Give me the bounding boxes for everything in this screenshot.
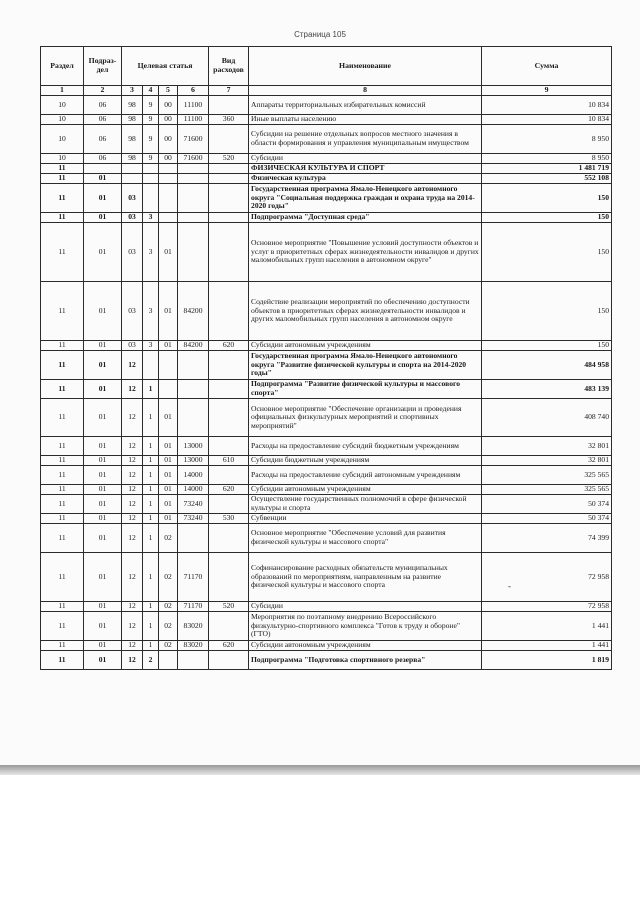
podrazdel-cell: 01 xyxy=(84,612,122,641)
header-podrazdel: Подраз-дел xyxy=(84,47,122,86)
podrazdel-cell: 01 xyxy=(84,524,122,553)
expense-type-cell xyxy=(209,125,249,154)
expense-type-cell: 610 xyxy=(209,456,249,466)
name-cell: Подпрограмма "Развитие физической культуры и массового спорта" xyxy=(249,380,482,399)
column-number: 2 xyxy=(84,86,122,96)
name-cell: Подпрограмма "Доступная среда" xyxy=(249,213,482,223)
table-row xyxy=(41,154,612,164)
subprogram-cell: 1 xyxy=(143,514,159,524)
expense-type-cell: 620 xyxy=(209,341,249,351)
name-cell: Мероприятия по поэтапному внедрению Всероссийского физкультурно-спортивного комплекса "Готов к труду и обороне" (ГТО) xyxy=(249,612,482,641)
sum-cell: 74 399 xyxy=(482,524,612,553)
razdel-cell: 11 xyxy=(41,174,84,184)
subprogram-cell xyxy=(143,184,159,213)
direction-cell xyxy=(178,213,209,223)
podrazdel-cell: 06 xyxy=(84,125,122,154)
table-row xyxy=(41,282,612,341)
expense-type-cell xyxy=(209,524,249,553)
table-row xyxy=(41,351,612,380)
name-cell: Осуществление государственных полномочий в сфере физической культуры и спорта xyxy=(249,495,482,514)
podrazdel-cell xyxy=(84,164,122,174)
program-cell: 12 xyxy=(122,456,143,466)
table-row xyxy=(41,380,612,399)
razdel-cell: 11 xyxy=(41,514,84,524)
event-cell: 02 xyxy=(159,602,178,612)
subprogram-cell: 1 xyxy=(143,485,159,495)
sum-cell: 1 481 719 xyxy=(482,164,612,174)
name-cell: Расходы на предоставление субсидий бюджетным учреждениям xyxy=(249,437,482,456)
table-row xyxy=(41,125,612,154)
table-row xyxy=(41,341,612,351)
name-cell: Основное мероприятие "Обеспечение организации и проведения официальных физкультурных мероприятий и спортивных мероприятий" xyxy=(249,399,482,437)
stray-mark: - xyxy=(508,581,511,591)
sum-cell: 10 834 xyxy=(482,115,612,125)
expense-type-cell xyxy=(209,437,249,456)
sum-cell: 150 xyxy=(482,341,612,351)
name-cell: Расходы на предоставление субсидий автономным учреждениям xyxy=(249,466,482,485)
direction-cell xyxy=(178,651,209,670)
podrazdel-cell: 01 xyxy=(84,437,122,456)
column-number: 4 xyxy=(143,86,159,96)
razdel-cell: 11 xyxy=(41,456,84,466)
expense-type-cell xyxy=(209,96,249,115)
event-cell: 00 xyxy=(159,154,178,164)
program-cell: 12 xyxy=(122,351,143,380)
subprogram-cell: 1 xyxy=(143,466,159,485)
sum-cell: 50 374 xyxy=(482,495,612,514)
table-row xyxy=(41,514,612,524)
expense-type-cell: 360 xyxy=(209,115,249,125)
name-cell: Софинансирование расходных обязательств муниципальных образований по мероприятиям, направленным на развитие физической культуры и массового спорта xyxy=(249,553,482,602)
event-cell: 01 xyxy=(159,514,178,524)
table-row xyxy=(41,174,612,184)
program-cell: 12 xyxy=(122,380,143,399)
razdel-cell: 11 xyxy=(41,399,84,437)
expense-type-cell: 620 xyxy=(209,485,249,495)
subprogram-cell: 3 xyxy=(143,341,159,351)
podrazdel-cell: 06 xyxy=(84,115,122,125)
program-cell: 98 xyxy=(122,154,143,164)
page-number: Страница 105 xyxy=(294,30,346,39)
direction-cell xyxy=(178,380,209,399)
expense-type-cell xyxy=(209,223,249,282)
podrazdel-cell: 01 xyxy=(84,341,122,351)
direction-cell: 83020 xyxy=(178,612,209,641)
podrazdel-cell: 06 xyxy=(84,96,122,115)
podrazdel-cell: 01 xyxy=(84,174,122,184)
subprogram-cell: 9 xyxy=(143,115,159,125)
direction-cell: 14000 xyxy=(178,485,209,495)
name-cell: Подпрограмма "Подготовка спортивного резерва" xyxy=(249,651,482,670)
razdel-cell: 11 xyxy=(41,495,84,514)
podrazdel-cell: 01 xyxy=(84,282,122,341)
event-cell: 01 xyxy=(159,223,178,282)
direction-cell: 73240 xyxy=(178,495,209,514)
subprogram-cell: 3 xyxy=(143,282,159,341)
subprogram-cell xyxy=(143,164,159,174)
expense-type-cell: 620 xyxy=(209,641,249,651)
event-cell xyxy=(159,380,178,399)
podrazdel-cell: 01 xyxy=(84,641,122,651)
header-row xyxy=(41,47,612,86)
header-vid-raskhodov: Вид расходов xyxy=(209,47,249,86)
sum-cell: 32 801 xyxy=(482,456,612,466)
expense-type-cell xyxy=(209,612,249,641)
subprogram-cell: 1 xyxy=(143,553,159,602)
table-row xyxy=(41,651,612,670)
event-cell: 01 xyxy=(159,466,178,485)
header-celevaya-statya: Целевая статья xyxy=(122,47,209,86)
podrazdel-cell: 01 xyxy=(84,485,122,495)
expense-type-cell xyxy=(209,351,249,380)
sum-cell: 150 xyxy=(482,282,612,341)
event-cell: 02 xyxy=(159,553,178,602)
event-cell: 01 xyxy=(159,341,178,351)
program-cell: 98 xyxy=(122,125,143,154)
subprogram-cell: 2 xyxy=(143,651,159,670)
name-cell: Государственная программа Ямало-Ненецкого автономного округа "Социальная поддержка граждан и охрана труда на 2014-2020 годы" xyxy=(249,184,482,213)
event-cell: 02 xyxy=(159,641,178,651)
name-cell: Субсидии автономным учреждениям xyxy=(249,485,482,495)
razdel-cell: 11 xyxy=(41,213,84,223)
sum-cell: 1 441 xyxy=(482,641,612,651)
direction-cell xyxy=(178,164,209,174)
expense-type-cell: 530 xyxy=(209,514,249,524)
program-cell: 12 xyxy=(122,495,143,514)
podrazdel-cell: 01 xyxy=(84,495,122,514)
program-cell xyxy=(122,174,143,184)
direction-cell: 84200 xyxy=(178,282,209,341)
program-cell: 12 xyxy=(122,437,143,456)
table-row xyxy=(41,524,612,553)
direction-cell xyxy=(178,174,209,184)
razdel-cell: 10 xyxy=(41,115,84,125)
program-cell: 12 xyxy=(122,602,143,612)
expense-type-cell xyxy=(209,282,249,341)
razdel-cell: 10 xyxy=(41,96,84,115)
direction-cell: 71600 xyxy=(178,125,209,154)
razdel-cell: 10 xyxy=(41,154,84,164)
subprogram-cell: 1 xyxy=(143,495,159,514)
program-cell: 12 xyxy=(122,514,143,524)
expense-type-cell xyxy=(209,651,249,670)
razdel-cell: 11 xyxy=(41,466,84,485)
program-cell xyxy=(122,164,143,174)
program-cell: 12 xyxy=(122,651,143,670)
sum-cell: 8 950 xyxy=(482,125,612,154)
event-cell: 02 xyxy=(159,612,178,641)
name-cell: Субвенции xyxy=(249,514,482,524)
direction-cell xyxy=(178,351,209,380)
razdel-cell: 11 xyxy=(41,184,84,213)
direction-cell: 11100 xyxy=(178,96,209,115)
podrazdel-cell: 01 xyxy=(84,466,122,485)
razdel-cell: 11 xyxy=(41,485,84,495)
razdel-cell: 10 xyxy=(41,125,84,154)
direction-cell: 71600 xyxy=(178,154,209,164)
expense-type-cell: 520 xyxy=(209,602,249,612)
name-cell: Государственная программа Ямало-Ненецкого автономного округа "Развитие физической культуры и спорта на 2014-2020 годы" xyxy=(249,351,482,380)
table-row xyxy=(41,223,612,282)
event-cell xyxy=(159,174,178,184)
podrazdel-cell: 06 xyxy=(84,154,122,164)
program-cell: 12 xyxy=(122,612,143,641)
event-cell xyxy=(159,651,178,670)
subprogram-cell: 3 xyxy=(143,213,159,223)
scan-edge xyxy=(0,765,640,775)
sum-cell: 72 958 xyxy=(482,553,612,602)
column-number: 5 xyxy=(159,86,178,96)
table-row xyxy=(41,495,612,514)
subprogram-cell: 1 xyxy=(143,602,159,612)
expense-type-cell xyxy=(209,164,249,174)
podrazdel-cell: 01 xyxy=(84,553,122,602)
razdel-cell: 11 xyxy=(41,380,84,399)
subprogram-cell: 1 xyxy=(143,399,159,437)
sum-cell: 150 xyxy=(482,213,612,223)
name-cell: Основное мероприятие "Обеспечение условий для развития физической культуры и массового спорта" xyxy=(249,524,482,553)
direction-cell xyxy=(178,184,209,213)
event-cell: 00 xyxy=(159,125,178,154)
direction-cell: 13000 xyxy=(178,456,209,466)
program-cell: 98 xyxy=(122,115,143,125)
table-row xyxy=(41,553,612,602)
event-cell xyxy=(159,184,178,213)
table-row xyxy=(41,437,612,456)
event-cell: 01 xyxy=(159,495,178,514)
razdel-cell: 11 xyxy=(41,641,84,651)
table-row xyxy=(41,184,612,213)
event-cell xyxy=(159,351,178,380)
event-cell: 02 xyxy=(159,524,178,553)
podrazdel-cell: 01 xyxy=(84,399,122,437)
name-cell: Субсидии xyxy=(249,154,482,164)
header-summa: Сумма xyxy=(482,47,612,86)
sum-cell: 552 108 xyxy=(482,174,612,184)
sum-cell: 150 xyxy=(482,184,612,213)
program-cell: 03 xyxy=(122,341,143,351)
name-cell: Субсидии xyxy=(249,602,482,612)
sum-cell: 325 565 xyxy=(482,466,612,485)
column-number: 9 xyxy=(482,86,612,96)
event-cell: 00 xyxy=(159,115,178,125)
table-row xyxy=(41,456,612,466)
sum-cell: 1 819 xyxy=(482,651,612,670)
expense-type-cell: 520 xyxy=(209,154,249,164)
razdel-cell: 11 xyxy=(41,612,84,641)
subprogram-cell: 1 xyxy=(143,524,159,553)
name-cell: Основное мероприятие "Повышение условий доступности объектов и услуг в приоритетных сферах жизнедеятельности инвалидов и других маломобильных групп населения в автономном округе" xyxy=(249,223,482,282)
direction-cell: 14000 xyxy=(178,466,209,485)
sum-cell: 50 374 xyxy=(482,514,612,524)
column-number: 6 xyxy=(178,86,209,96)
table-row xyxy=(41,612,612,641)
podrazdel-cell: 01 xyxy=(84,223,122,282)
column-number: 7 xyxy=(209,86,249,96)
table-row xyxy=(41,96,612,115)
name-cell: Субсидии автономным учреждениям xyxy=(249,641,482,651)
sum-cell: 483 139 xyxy=(482,380,612,399)
column-number: 1 xyxy=(41,86,84,96)
podrazdel-cell: 01 xyxy=(84,514,122,524)
table-row xyxy=(41,641,612,651)
subprogram-cell: 1 xyxy=(143,612,159,641)
name-cell: Физическая культура xyxy=(249,174,482,184)
name-cell: Субсидии на решение отдельных вопросов местного значения в области формирования и управления муниципальным имуществом xyxy=(249,125,482,154)
program-cell: 12 xyxy=(122,524,143,553)
program-cell: 03 xyxy=(122,282,143,341)
subprogram-cell: 1 xyxy=(143,380,159,399)
program-cell: 12 xyxy=(122,466,143,485)
event-cell: 01 xyxy=(159,456,178,466)
direction-cell xyxy=(178,399,209,437)
sum-cell: 1 441 xyxy=(482,612,612,641)
table-row xyxy=(41,485,612,495)
table-row xyxy=(41,602,612,612)
podrazdel-cell: 01 xyxy=(84,602,122,612)
event-cell xyxy=(159,213,178,223)
direction-cell: 83020 xyxy=(178,641,209,651)
name-cell: ФИЗИЧЕСКАЯ КУЛЬТУРА И СПОРТ xyxy=(249,164,482,174)
expense-type-cell xyxy=(209,184,249,213)
program-cell: 03 xyxy=(122,184,143,213)
header-naimenovanie: Наименование xyxy=(249,47,482,86)
subprogram-cell xyxy=(143,174,159,184)
razdel-cell: 11 xyxy=(41,164,84,174)
expense-type-cell xyxy=(209,380,249,399)
column-number: 8 xyxy=(249,86,482,96)
direction-cell: 13000 xyxy=(178,437,209,456)
subprogram-cell: 9 xyxy=(143,125,159,154)
podrazdel-cell: 01 xyxy=(84,351,122,380)
expense-type-cell xyxy=(209,553,249,602)
subprogram-cell: 1 xyxy=(143,456,159,466)
razdel-cell: 11 xyxy=(41,524,84,553)
budget-table xyxy=(40,46,612,670)
table-body xyxy=(41,96,612,670)
program-cell: 03 xyxy=(122,223,143,282)
event-cell: 01 xyxy=(159,399,178,437)
podrazdel-cell: 01 xyxy=(84,651,122,670)
expense-type-cell xyxy=(209,495,249,514)
podrazdel-cell: 01 xyxy=(84,456,122,466)
name-cell: Субсидии бюджетным учреждениям xyxy=(249,456,482,466)
razdel-cell: 11 xyxy=(41,341,84,351)
event-cell xyxy=(159,164,178,174)
razdel-cell: 11 xyxy=(41,602,84,612)
expense-type-cell xyxy=(209,399,249,437)
header-razdel: Раздел xyxy=(41,47,84,86)
podrazdel-cell: 01 xyxy=(84,213,122,223)
column-number: 3 xyxy=(122,86,143,96)
program-cell: 12 xyxy=(122,399,143,437)
direction-cell: 71170 xyxy=(178,553,209,602)
expense-type-cell xyxy=(209,213,249,223)
expense-type-cell xyxy=(209,174,249,184)
name-cell: Иные выплаты населению xyxy=(249,115,482,125)
podrazdel-cell: 01 xyxy=(84,380,122,399)
table-row xyxy=(41,213,612,223)
subprogram-cell: 3 xyxy=(143,223,159,282)
sum-cell: 10 834 xyxy=(482,96,612,115)
event-cell: 00 xyxy=(159,96,178,115)
program-cell: 12 xyxy=(122,641,143,651)
sum-cell: 325 565 xyxy=(482,485,612,495)
direction-cell: 84200 xyxy=(178,341,209,351)
razdel-cell: 11 xyxy=(41,651,84,670)
subprogram-cell: 9 xyxy=(143,96,159,115)
program-cell: 12 xyxy=(122,485,143,495)
razdel-cell: 11 xyxy=(41,553,84,602)
sum-cell: 408 740 xyxy=(482,399,612,437)
razdel-cell: 11 xyxy=(41,351,84,380)
subprogram-cell: 1 xyxy=(143,641,159,651)
table-row xyxy=(41,466,612,485)
name-cell: Субсидии автономным учреждениям xyxy=(249,341,482,351)
subprogram-cell xyxy=(143,351,159,380)
expense-type-cell xyxy=(209,466,249,485)
table-row xyxy=(41,164,612,174)
direction-cell: 71170 xyxy=(178,602,209,612)
subprogram-cell: 1 xyxy=(143,437,159,456)
event-cell: 01 xyxy=(159,282,178,341)
column-number-row xyxy=(41,86,612,96)
sum-cell: 72 958 xyxy=(482,602,612,612)
program-cell: 03 xyxy=(122,213,143,223)
sum-cell: 8 950 xyxy=(482,154,612,164)
podrazdel-cell: 01 xyxy=(84,184,122,213)
razdel-cell: 11 xyxy=(41,282,84,341)
direction-cell xyxy=(178,524,209,553)
name-cell: Содействие реализации мероприятий по обеспечению доступности объектов в приоритетных сферах жизнедеятельности инвалидов и других маломобильных групп населения в автономном округе xyxy=(249,282,482,341)
event-cell: 01 xyxy=(159,437,178,456)
page-margin xyxy=(0,775,640,905)
direction-cell: 73240 xyxy=(178,514,209,524)
program-cell: 98 xyxy=(122,96,143,115)
event-cell: 01 xyxy=(159,485,178,495)
subprogram-cell: 9 xyxy=(143,154,159,164)
table-row xyxy=(41,399,612,437)
sum-cell: 150 xyxy=(482,223,612,282)
name-cell: Аппараты территориальных избирательных комиссий xyxy=(249,96,482,115)
sum-cell: 32 801 xyxy=(482,437,612,456)
direction-cell xyxy=(178,223,209,282)
sum-cell: 484 958 xyxy=(482,351,612,380)
table-row xyxy=(41,115,612,125)
direction-cell: 11100 xyxy=(178,115,209,125)
razdel-cell: 11 xyxy=(41,437,84,456)
razdel-cell: 11 xyxy=(41,223,84,282)
program-cell: 12 xyxy=(122,553,143,602)
